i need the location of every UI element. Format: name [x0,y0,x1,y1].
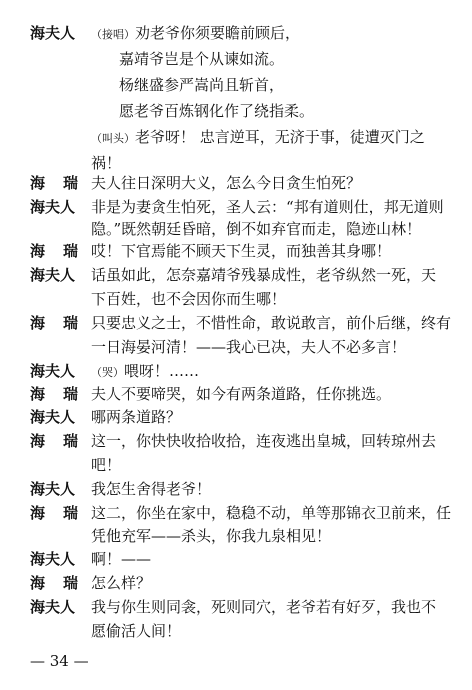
line-text: 夫人往日深明大义，怎么今日贪生怕死？ [91,174,362,192]
stage-direction: （接唱） [91,28,135,41]
speaker-name: 海瑞 [30,385,97,403]
speaker-name: 海夫人 [30,598,76,616]
line-text: 只要忠义之士，不惜性命，敢说敢言，前仆后继，终有 [91,314,452,332]
line-text: 吧！ [91,456,122,474]
speaker-name: 海瑞 [30,504,97,522]
stage-direction: （哭） [91,366,124,379]
speaker-name: 海瑞 [30,174,97,192]
line-text: 话虽如此，怎奈嘉靖爷残暴成性，老爷纵然一死，天 [91,266,437,284]
line-text: 非是为妻贪生怕死，圣人云：“邦有道则仕，邦无道则 [91,198,444,216]
line-text: 啊！—— [91,550,152,568]
speaker-name: 海瑞 [30,432,97,450]
line-text: 怎么样？ [91,574,152,592]
line-text: 凭他充军——杀头，你我九泉相见！ [91,527,332,545]
line-text: 隐。”既然朝廷昏暗，倒不如弃官而走，隐迹山林！ [91,220,422,238]
line-text: 下百姓，也不会因你而生哪！ [91,290,287,308]
speaker-name: 海夫人 [30,480,76,498]
speaker-name: 海夫人 [30,550,76,568]
line-text: 夫人不要啼哭，如今有两条道路，任你挑选。 [91,385,392,403]
line-text: 我与你生则同衾，死则同穴，老爷若有好歹，我也不 [91,598,437,616]
speaker-name: 海夫人 [30,266,76,284]
line-text: 老爷呀！ 忠言逆耳，无济于事，徒遭灭门之 [135,128,425,146]
line-text: 一日海晏河清！——我心已决，夫人不必多言！ [91,338,407,356]
speaker-name: 海夫人 [30,408,76,426]
line-text: 我怎生舍得老爷！ [91,480,212,498]
line-text: 愿偷活人间！ [91,622,182,640]
line-text: 这一，你快快收拾收拾，连夜逃出皇城，回转琼州去 [91,432,437,450]
line-text: 杨继盛参严嵩尚且斩首， [119,76,285,94]
page-number: — 34 — [30,652,89,670]
line-text: 劝老爷你须要瞻前顾后， [135,24,301,42]
speaker-name: 海瑞 [30,574,97,592]
speaker-name: 海夫人 [30,362,76,380]
line-text: 祸！ [91,154,122,172]
line-text: 这二，你坐在家中，稳稳不动，单等那锦衣卫前来，任 [91,504,452,522]
line-text: 哪两条道路？ [91,408,182,426]
line-text: 愿老爷百炼钢化作了绕指柔。 [119,102,315,120]
stage-direction: （叫头） [91,132,135,145]
speaker-name: 海夫人 [30,24,76,42]
speaker-name: 海夫人 [30,198,76,216]
speaker-name: 海瑞 [30,314,97,332]
line-text: 哎！下官焉能不顾天下生灵，而独善其身哪！ [91,242,392,260]
line-text: 喂呀！…… [124,362,200,380]
line-text: 嘉靖爷岂是个从谏如流。 [119,50,285,68]
speaker-name: 海瑞 [30,242,97,260]
